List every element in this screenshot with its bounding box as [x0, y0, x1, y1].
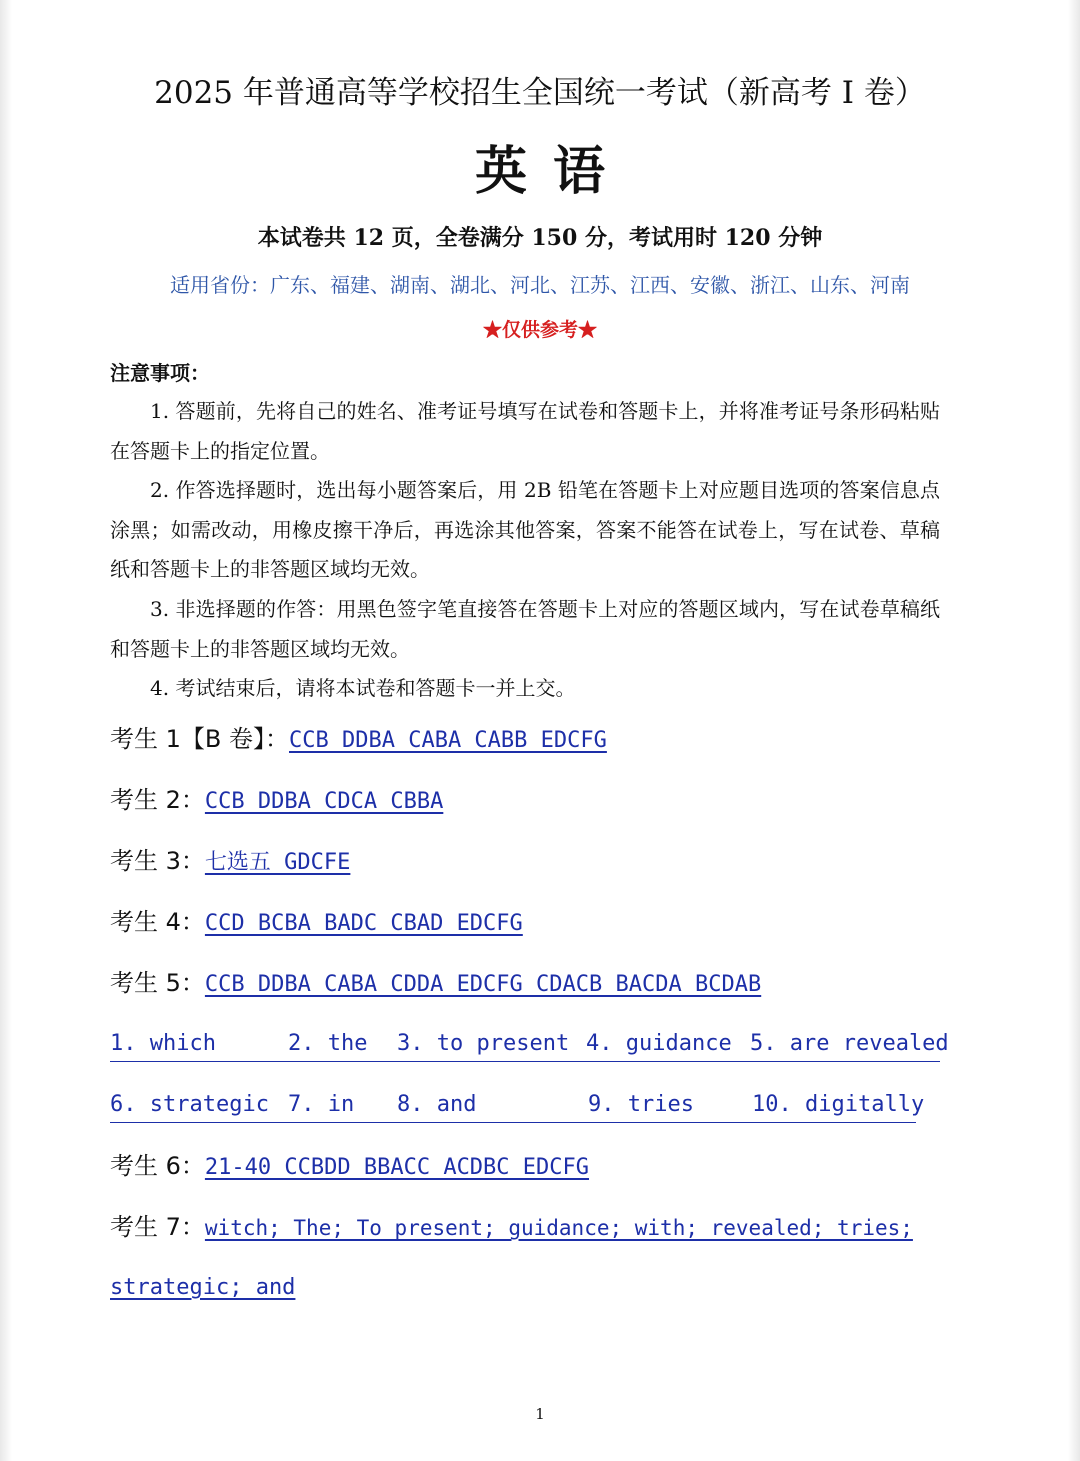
page-right-edge — [1068, 0, 1080, 1461]
note-item-1: 1. 答题前，先将自己的姓名、准考证号填写在试卷和答题卡上，并将准考证号条形码粘贴在答题卡上的指定位置。 — [110, 399, 940, 463]
grammar-fill-row-2[interactable] — [110, 1088, 925, 1123]
answer-link-continued[interactable]: strategic; and — [110, 1275, 296, 1300]
answer-row-candidate-7 — [110, 1210, 950, 1246]
answer-link[interactable]: 21-40 CCBDD BBACC ACDBC EDCFG — [204, 1155, 590, 1180]
reference-only-badge: ★仅供参考★ — [482, 319, 597, 341]
grammar-fill-answer: 1. which — [110, 1031, 216, 1056]
grammar-fill-answer: 6. strategic — [110, 1092, 269, 1117]
grammar-fill-answer: 3. to present — [397, 1031, 570, 1056]
note-item-2: 2. 作答选择题时，选出每小题答案后，用 2B 铅笔在答题卡上对应题目选项的答案信息点涂黑；如需改动，用橡皮擦干净后，再选涂其他答案，答案不能答在试卷上，写在试卷、草稿纸和答题卡上的非答题区域均无效。 — [110, 478, 940, 581]
note-item-3: 3. 非选择题的作答：用黑色签字笔直接答在答题卡上对应的答题区域内，写在试卷草稿纸和答题卡上的非答题区域均无效。 — [110, 597, 940, 661]
answer-row-candidate-6 — [110, 1149, 950, 1185]
answer-label: 考生 6： — [110, 1152, 205, 1180]
grammar-fill-answer: 5. are revealed — [750, 1031, 949, 1056]
answer-row-candidate-7-continued — [110, 1271, 950, 1305]
answer-label: 考生 4： — [110, 908, 205, 936]
answer-link[interactable]: witch; The; To present; guidance; with; revealed; tries; — [204, 1216, 913, 1240]
page-left-edge — [0, 0, 12, 1461]
answer-label: 考生 1【B 卷】： — [110, 725, 289, 753]
grammar-fill-row-1[interactable] — [110, 1027, 949, 1062]
answer-label: 考生 5： — [110, 969, 205, 997]
exam-info: 本试卷共 12 页，全卷满分 150 分，考试用时 120 分钟 — [257, 225, 823, 251]
grammar-fill-answer: 9. tries — [588, 1092, 694, 1117]
answer-link[interactable]: CCB DDBA CABA CDDA EDCFG CDACB BACDA BCDAB — [204, 972, 762, 997]
page-number: 1 — [535, 1405, 545, 1423]
answer-link[interactable]: CCB DDBA CABA CABB EDCFG — [289, 728, 607, 753]
answer-row-candidate-4 — [110, 905, 950, 941]
applicable-provinces: 适用省份：广东、福建、湖南、湖北、河北、江苏、江西、安徽、浙江、山东、河南 — [170, 273, 910, 297]
grammar-fill-answer: 2. the — [288, 1031, 368, 1056]
answer-link[interactable]: CCD BCBA BADC CBAD EDCFG — [204, 911, 523, 936]
subject-title: 英语 — [474, 141, 631, 202]
exam-title: 2025 年普通高等学校招生全国统一考试（新高考 I 卷） — [154, 75, 926, 111]
grammar-fill-answer: 4. guidance — [586, 1031, 732, 1056]
answer-row-candidate-1 — [110, 722, 950, 758]
answer-row-candidate-2 — [110, 783, 950, 819]
answer-label: 考生 3： — [110, 847, 205, 875]
grammar-fill-answer: 8. and — [397, 1092, 477, 1117]
note-item-4: 4. 考试结束后，请将本试卷和答题卡一并上交。 — [150, 676, 576, 700]
answer-link[interactable]: CCB DDBA CDCA CBBA — [204, 789, 444, 814]
answer-row-candidate-5 — [110, 966, 950, 1002]
grammar-fill-answer: 7. in — [288, 1092, 355, 1117]
notes-heading: 注意事项： — [110, 361, 210, 385]
answer-label: 考生 7： — [110, 1213, 205, 1241]
answer-link[interactable]: 七选五 GDCFE — [204, 850, 351, 875]
answer-label: 考生 2： — [110, 786, 205, 814]
grammar-fill-answer: 10. digitally — [752, 1092, 925, 1117]
answer-row-candidate-3 — [110, 844, 950, 880]
